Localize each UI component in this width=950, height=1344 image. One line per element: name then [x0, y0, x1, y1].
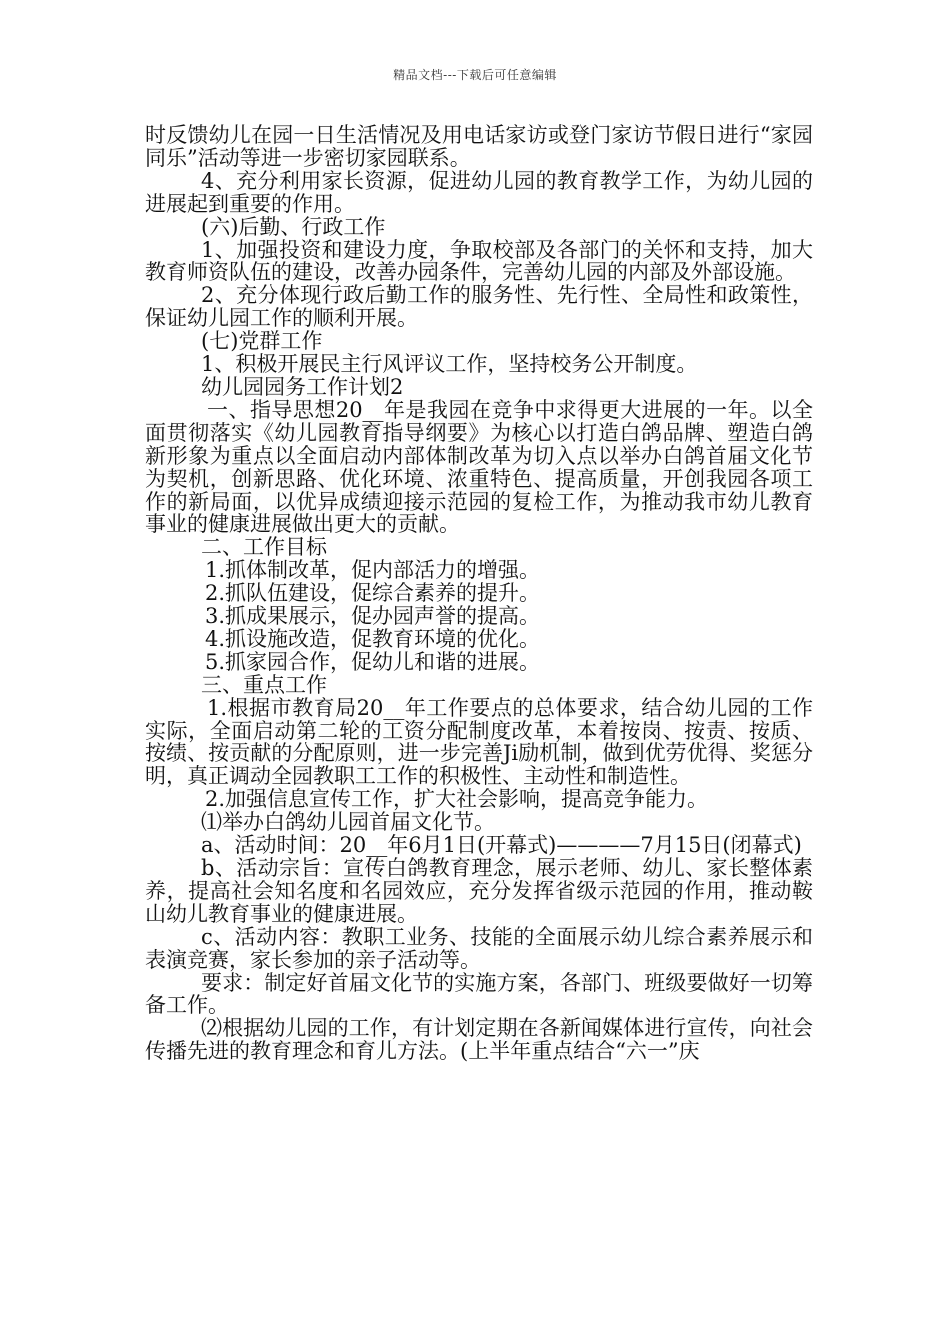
section-heading-key-work: 三、重点工作 — [201, 672, 327, 697]
document-body — [145, 124, 813, 1063]
section-heading-goals: 二、工作目标 — [201, 535, 327, 560]
paragraph-culture-festival: ⑴举办白鸽幼儿园首届文化节。 — [201, 810, 495, 835]
goal-item: 2.抓队伍建设，促综合素养的提升。 — [205, 581, 541, 606]
section-heading-party: (七)党群工作 — [201, 329, 323, 354]
goal-item: 3.抓成果展示，促办园声誉的提高。 — [205, 604, 541, 629]
paragraph-activity-time: a、活动时间：20__年6月1日(开幕式)————7月15日(闭幕式) — [201, 833, 802, 858]
paragraph-guiding-thought: 一、指导思想20__年是我园在竞争中求得更大进展的一年。以全面贯彻落实《幼儿园教育指导纲要》为核心以打造白鸽品牌、塑造白鸽新形象为重点以全面启动内部体制改革为切入点以举办白鸽首届文化节为契机，创新思路、优化环境、浓重特色、提高质量，开创我园各项工作的新局面，以优异成绩迎接示范园的复检工作，为推动我市幼儿教育事业的健康进展做出更大的贡献。 — [145, 397, 813, 537]
document-subtitle: 幼儿园园务工作计划2 — [201, 374, 404, 399]
paragraph-activity-content: c、活动内容：教职工业务、技能的全面展示幼儿综合素养展示和表演竞赛，家长参加的亲子活动等。 — [145, 924, 813, 972]
paragraph-investment: 1、加强投资和建设力度，争取校部及各部门的关怀和支持，加大教育师资队伍的建设，改善办园条件，完善幼儿园的内部及外部设施。 — [145, 237, 813, 285]
paragraph-admin-service: 2、充分体现行政后勤工作的服务性、先行性、全局性和政策性，保证幼儿园工作的顺利开展。 — [145, 283, 813, 331]
paragraph-activity-purpose: b、活动宗旨：宣传白鸽教育理念，展示老师、幼儿、家长整体素养，提高社会知名度和名园效应，充分发挥省级示范园的作用，推动鞍山幼儿教育事业的健康进展。 — [145, 856, 813, 926]
paragraph-home-contact: 时反馈幼儿在园一日生活情况及用电话家访或登门家访节假日进行“家园同乐”活动等进一步密切家园联系。 — [145, 123, 813, 170]
paragraph-salary-reform: 1.根据市教育局20__年工作要点的总体要求，结合幼儿园的工作实际，全面启动第二轮的工资分配制度改革，本着按岗、按责、按质、按绩、按贡献的分配原则，进一步完善Ji励机制，做到优劳优得、奖惩分明，真正调动全园教职工工作的积极性、主动性和制造性。 — [145, 695, 813, 789]
goal-item: 5.抓家园合作，促幼儿和谐的进展。 — [205, 649, 541, 674]
goal-item: 1.抓体制改革，促内部活力的增强。 — [205, 558, 541, 583]
section-heading-logistics: (六)后勤、行政工作 — [201, 214, 386, 239]
paragraph-requirements: 要求：制定好首届文化节的实施方案，各部门、班级要做好一切筹备工作。 — [145, 970, 813, 1018]
paragraph-parent-resources: 4、充分利用家长资源，促进幼儿园的教育教学工作，为幼儿园的进展起到重要的作用。 — [145, 168, 813, 216]
document-header: 精品文档---下载后可任意编辑 — [393, 68, 557, 82]
paragraph-publicity: 2.加强信息宣传工作，扩大社会影响，提高竞争能力。 — [205, 787, 709, 812]
paragraph-media-publicity: ⑵根据幼儿园的工作，有计划定期在各新闻媒体进行宣传，向社会传播先进的教育理念和育儿方法。(上半年重点结合“六一”庆 — [145, 1016, 813, 1064]
paragraph-evaluation: 1、积极开展民主行风评议工作，坚持校务公开制度。 — [201, 352, 698, 377]
goal-item: 4.抓设施改造，促教育环境的优化。 — [205, 626, 541, 651]
